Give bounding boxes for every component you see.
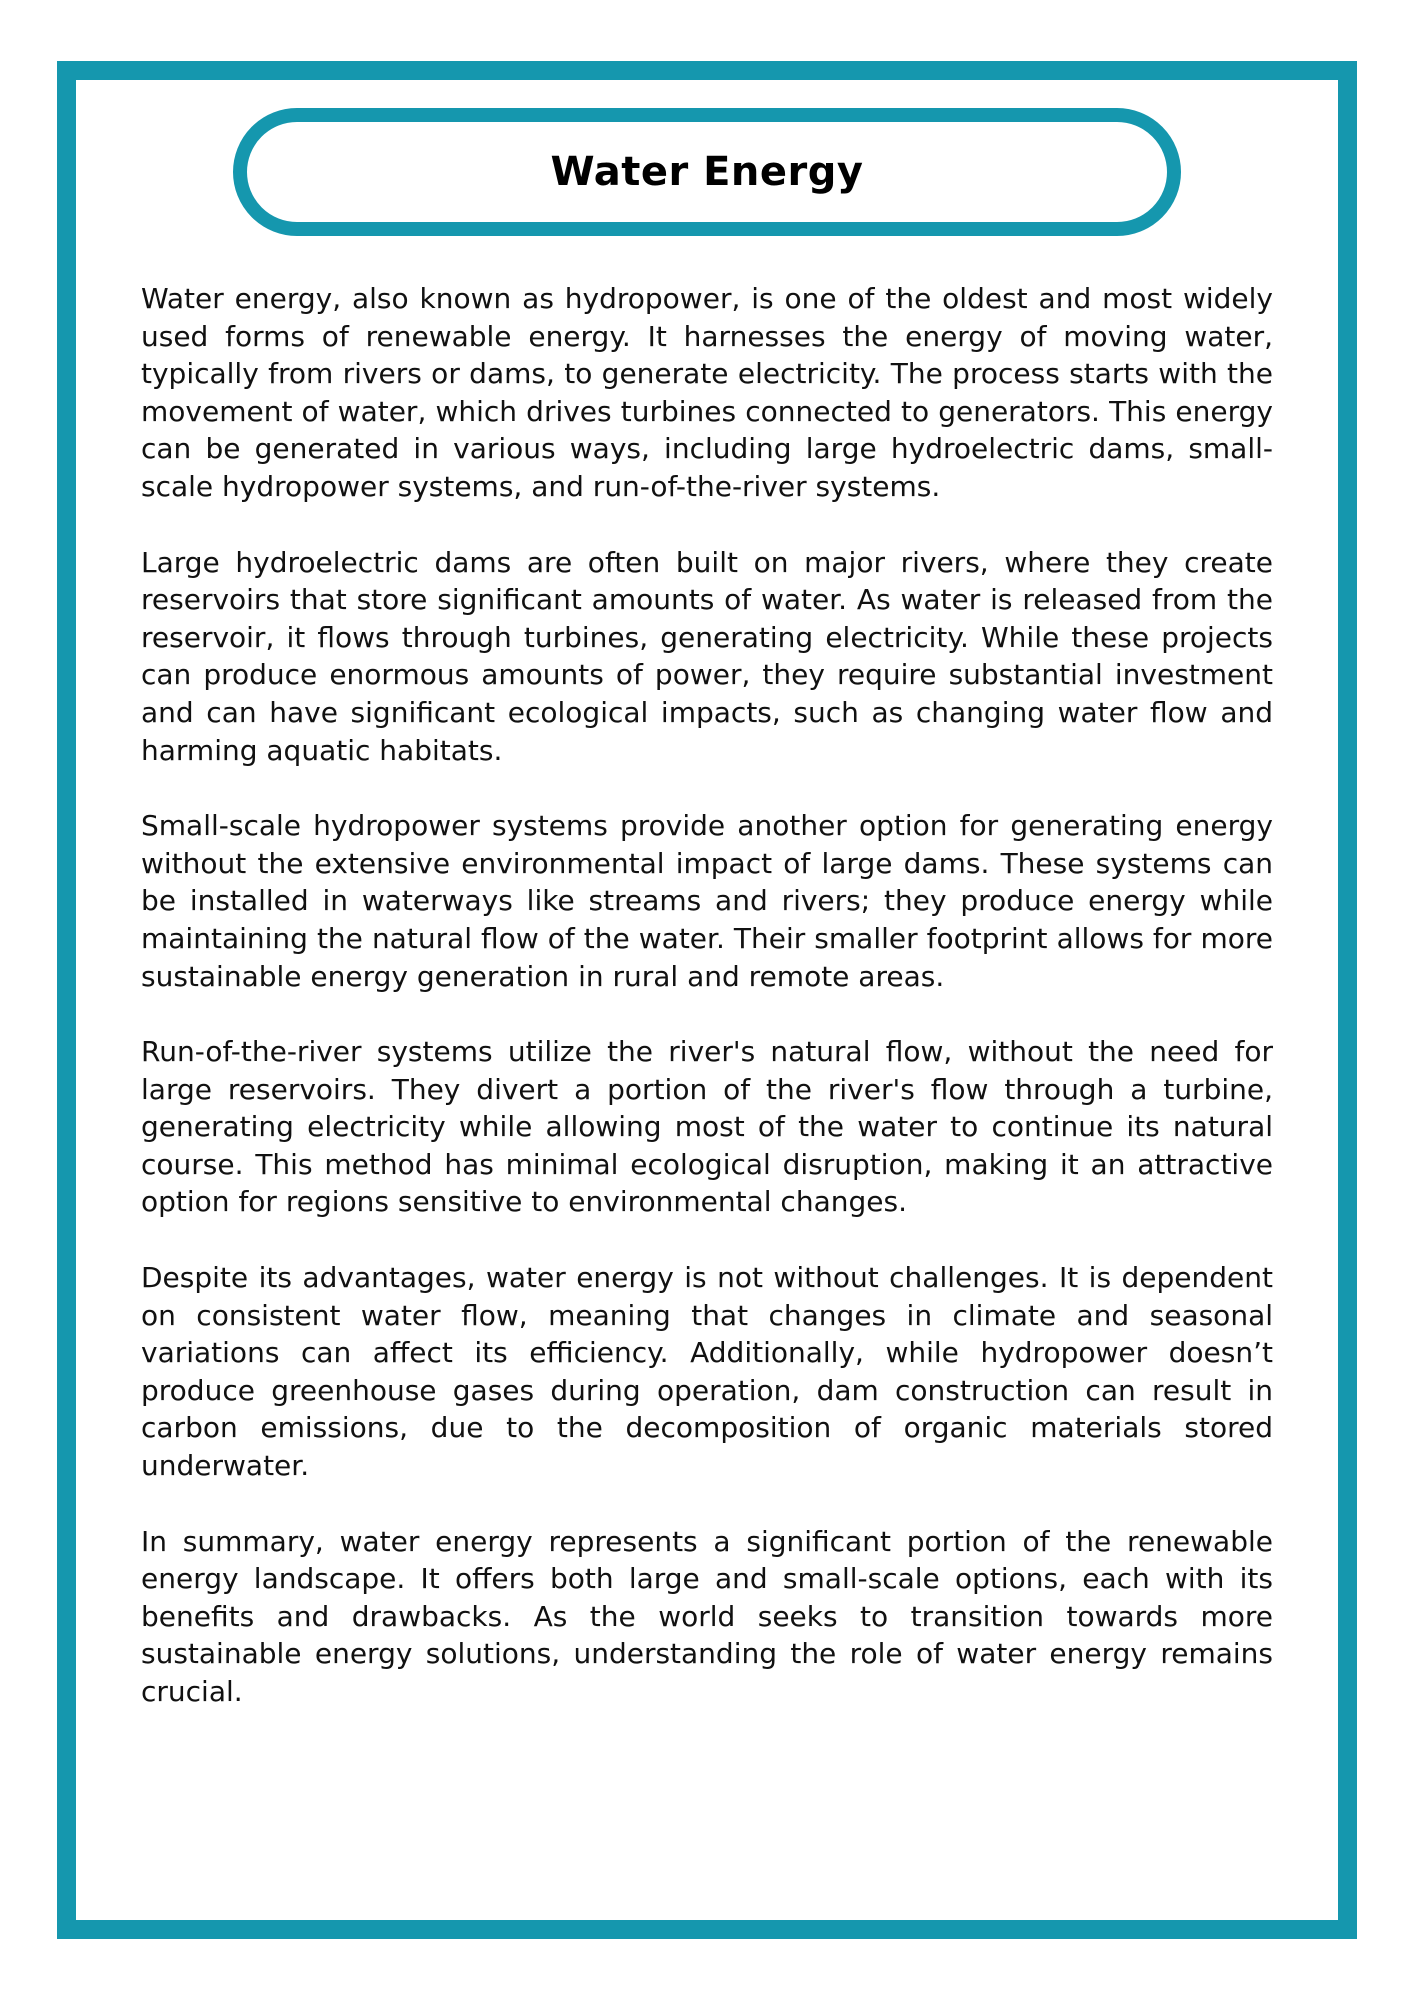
paragraph-large-dams: Large hydroelectric dams are often built on major rivers, where they create reservoirs that store significant amounts of water. As water is released from the reservoir, it flows through turbines, generating electricity. While these projects can produce enormous amounts of power, they require substantial investment and can have significant ecological impacts, such as changing water flow and harming aquatic habitats. — [141, 545, 1273, 767]
article-body — [141, 280, 1273, 1711]
paragraph-run-of-river: Run-of-the-river systems utilize the river's natural flow, without the need for large reservoirs. They divert a portion of the river's flow through a turbine, generating electricity while allowing most of the water to continue its natural course. This method has minimal ecological disruption, making it an attractive option for regions sensitive to environmental changes. — [141, 1035, 1273, 1219]
paragraph-challenges: Despite its advantages, water energy is not without challenges. It is dependent on consistent water flow, meaning that changes in climate and seasonal variations can affect its efficiency. Additionally, while hydropower doesn’t produce greenhouse gases during operation, dam construction can result in carbon emissions, due to the decomposition of organic materials stored underwater. — [141, 1261, 1273, 1483]
paragraph-summary: In summary, water energy represents a significant portion of the renewable energy landscape. It offers both large and small-scale options, each with its benefits and drawbacks. As the world seeks to transition towards more sustainable energy solutions, understanding the role of water energy remains crucial. — [141, 1524, 1273, 1708]
paragraph-small-scale: Small-scale hydropower systems provide another option for generating energy without the extensive environmental impact of large dams. These systems can be installed in waterways like streams and rivers; they produce energy while maintaining the natural flow of the water. Their smaller footprint allows for more sustainable energy generation in rural and remote areas. — [141, 809, 1273, 993]
page-title: Water Energy — [550, 149, 864, 195]
title-banner — [233, 108, 1181, 236]
paragraph-intro: Water energy, also known as hydropower, is one of the oldest and most widely used forms of renewable energy. It harnesses the energy of moving water, typically from rivers or dams, to generate electricity. The process starts with the movement of water, which drives turbines connected to generators. This energy can be generated in various ways, including large hydroelectric dams, small-scale hydropower systems, and run-of-the-river systems. — [141, 282, 1273, 503]
